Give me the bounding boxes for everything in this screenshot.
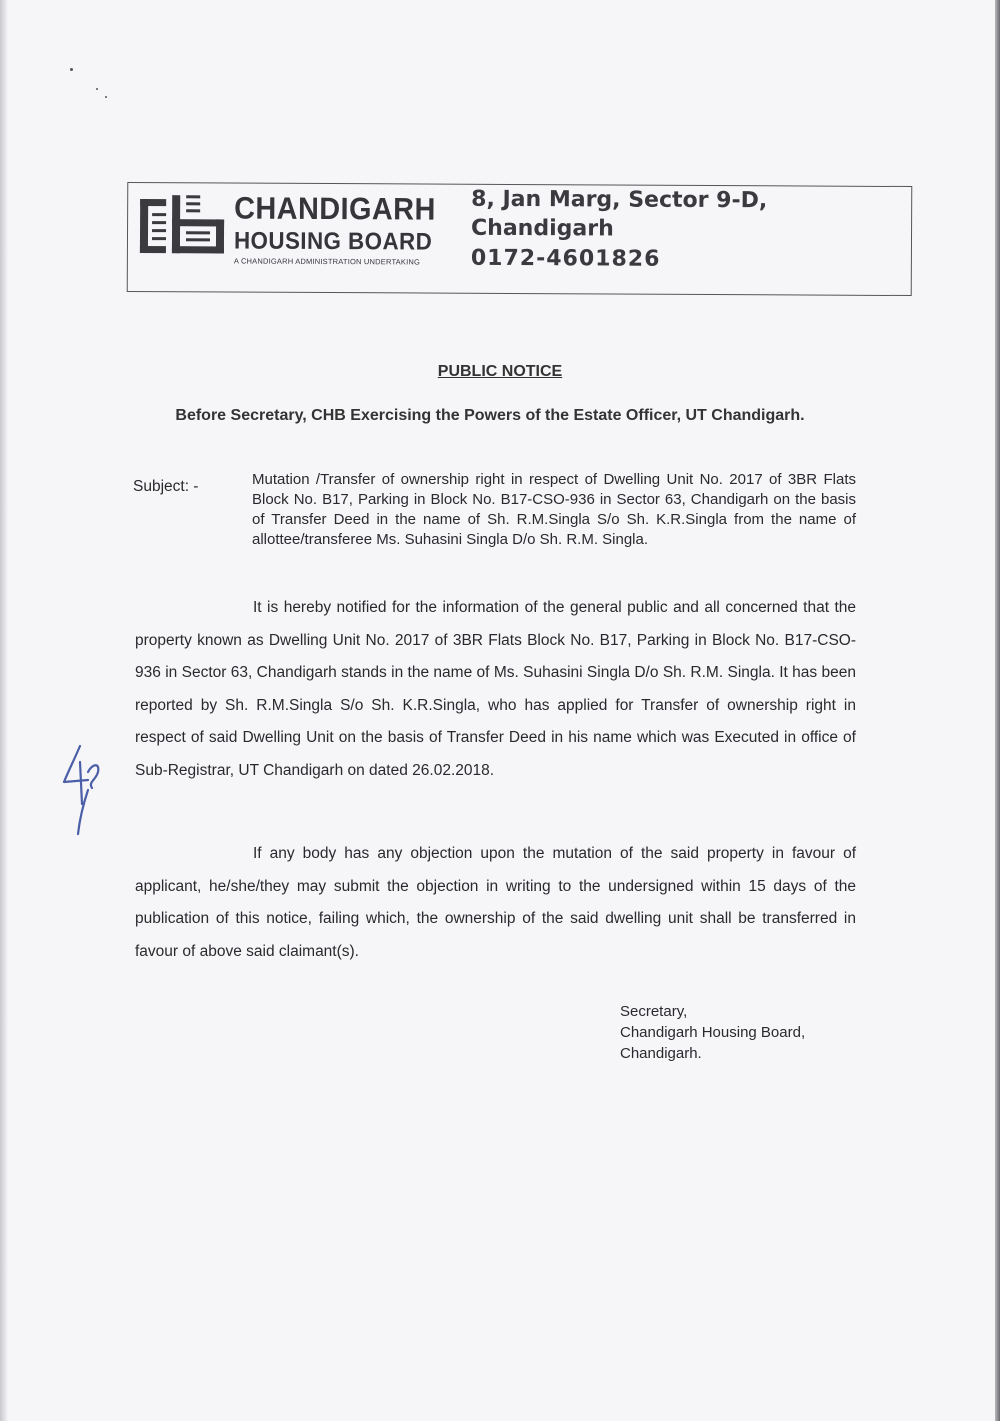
signatory-organization: Chandigarh Housing Board, [620, 1024, 806, 1041]
authority-heading: Before Secretary, CHB Exercising the Powers of the Estate Officer, UT Chandigarh. [175, 407, 805, 424]
notice-title: PUBLIC NOTICE [437, 363, 563, 380]
subject-text: Mutation /Transfer of ownership right in respect of Dwelling Unit No. 2017 of 3BR Flats Block No. B17, Parking in Block No. B17-CSO-936 in Sector 63, Chandigarh on the basis of Transfer Deed in the name of Sh. R.M.Singla S/o Sh. K.R.Singla from the name of allottee/transferee Ms. Suhasini Singla D/o Sh. R.M. Singla. [252, 471, 856, 548]
paragraph-2-text: If any body has any objection upon the mutation of the said property in favour of applicant, he/she/they may submit the objection in writing to the undersigned within 15 days of the publication of this notice, failing which, the ownership of the said dwelling unit shall be transferred in favour of above said claimant(s). [135, 845, 856, 960]
org-name-line-1: CHANDIGARH [234, 190, 436, 227]
scan-left-shadow [0, 0, 8, 1421]
chb-logo-icon [138, 193, 228, 259]
subject-label: Subject: - [133, 478, 199, 495]
signatory-designation: Secretary, [620, 1003, 688, 1020]
org-name-line-2: HOUSING BOARD [233, 227, 433, 256]
address-line-2: Chandigarh [470, 215, 614, 242]
notice-paragraph-2 [135, 838, 856, 968]
signatory-city: Chandigarh. [620, 1045, 702, 1062]
handwritten-mark-icon [58, 742, 108, 838]
scan-speck [70, 68, 73, 71]
letterhead-box [127, 182, 913, 296]
address-line-1: 8, Jan Marg, Sector 9-D, [471, 186, 768, 214]
scan-speck [96, 88, 98, 90]
paragraph-1-text: It is hereby notified for the information of the general public and all concerned that the property known as Dwelling Unit No. 2017 of 3BR Flats Block No. B17, Parking in Block No. B17-CSO-936 in Sector 63, Chandigarh stands in the name of Ms. Suhasini Singla D/o Sh. R.M. Singla. It has been reported by Sh. R.M.Singla S/o Sh. K.R.Singla, who has applied for Transfer of ownership right in respect of said Dwelling Unit on the basis of Transfer Deed in his name which was Executed in office of Sub-Registrar, UT Chandigarh on dated 26.02.2018. [135, 599, 856, 779]
signature-block [620, 1001, 805, 1064]
scan-speck [105, 96, 107, 98]
org-tagline: A CHANDIGARH ADMINISTRATION UNDERTAKING [233, 256, 421, 267]
phone-number: 0172-4601826 [470, 245, 661, 272]
scan-right-edge [995, 0, 1000, 1421]
notice-paragraph-1 [135, 592, 856, 787]
